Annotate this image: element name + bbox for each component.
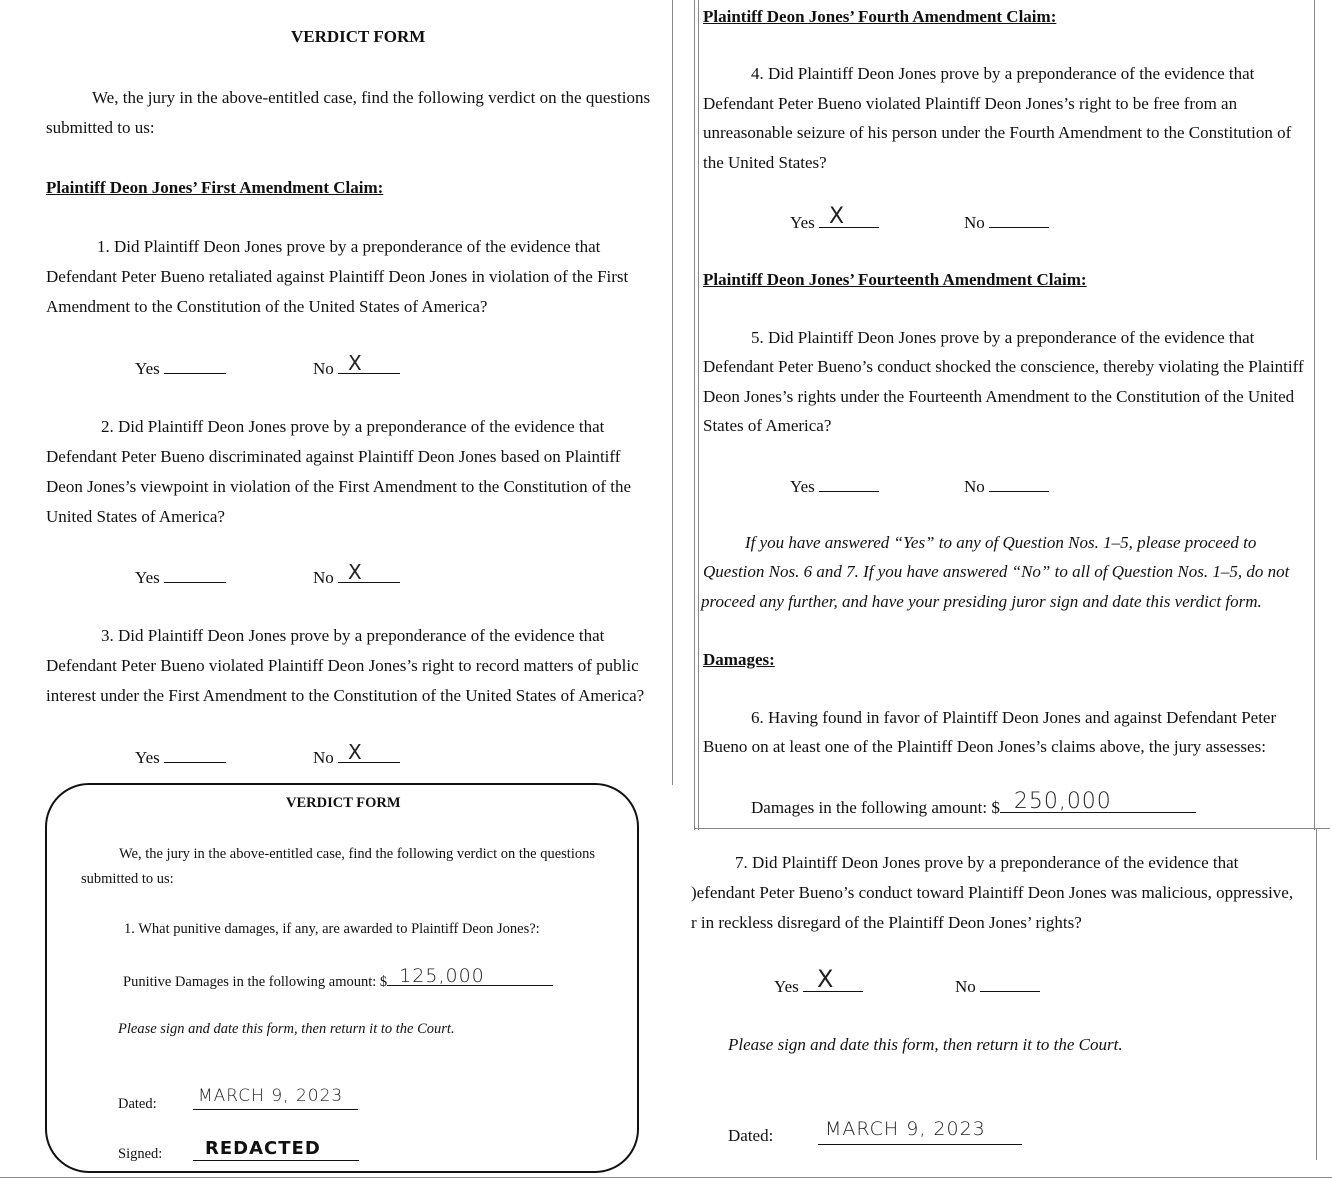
right-dated-value: MARCH 9, 2023 <box>825 1118 986 1140</box>
punitive-intro-line2: submitted to us: <box>81 871 174 887</box>
q4-yes-blank[interactable] <box>819 204 879 229</box>
q5-line4: States of America? <box>703 416 832 435</box>
q2-yes-blank[interactable] <box>164 566 226 583</box>
q2-line3: Deon Jones’s viewpoint in violation of the First Amendment to the Constitution of the <box>46 477 632 496</box>
punitive-dated-line[interactable] <box>193 1109 358 1110</box>
q1-line1: 1. Did Plaintiff Deon Jones prove by a preponderance of the evidence that <box>97 237 601 256</box>
bottom-right-edge-line <box>1316 828 1317 1160</box>
q7-yes-mark: X <box>817 965 834 993</box>
punitive-intro-line1: We, the jury in the above-entitled case, find the following verdict on the questions <box>119 846 595 862</box>
left-verdict-title: VERDICT FORM <box>291 27 426 46</box>
q4-line1: 4. Did Plaintiff Deon Jones prove by a preponderance of the evidence that <box>751 64 1255 83</box>
damages-amount-label: Damages in the following amount: $ <box>751 798 1000 817</box>
q7-line2: )efendant Peter Bueno’s conduct toward Plaintiff Deon Jones was malicious, oppressive, <box>691 883 1294 902</box>
q7-line3: r in reckless disregard of the Plaintiff Deon Jones’ rights? <box>691 913 1082 932</box>
q3-yes <box>135 746 226 768</box>
center-divider-inner <box>698 0 699 830</box>
q5-yes-blank[interactable] <box>819 475 879 492</box>
q4-line2: Defendant Peter Bueno violated Plaintiff Deon Jones’s right to be free from an <box>703 94 1238 113</box>
punitive-dated-value: MARCH 9, 2023 <box>198 1086 344 1106</box>
q3-line3: interest under the First Amendment to the Constitution of the United States of America? <box>46 686 645 705</box>
q3-no-blank[interactable] <box>338 740 400 764</box>
q2-line1: 2. Did Plaintiff Deon Jones prove by a preponderance of the evidence that <box>101 417 605 436</box>
q5-line2: Defendant Peter Bueno’s conduct shocked the conscience, thereby violating the Plaintiff <box>703 357 1304 376</box>
right-page-bottom-line <box>694 828 1330 829</box>
q4-line4: the United States? <box>703 153 827 172</box>
right-dated-line[interactable] <box>818 1144 1022 1145</box>
right-edge-line <box>1314 0 1315 830</box>
q4-yes-label: Yes <box>790 213 815 232</box>
q5-line1: 5. Did Plaintiff Deon Jones prove by a preponderance of the evidence that <box>751 328 1255 347</box>
q1-line3: Amendment to the Constitution of the United States of America? <box>46 297 488 316</box>
punitive-signed-line[interactable] <box>193 1160 359 1161</box>
q3-line1: 3. Did Plaintiff Deon Jones prove by a preponderance of the evidence that <box>101 626 605 645</box>
q5-line3: Deon Jones’s rights under the Fourteenth Amendment to the Constitution of the United <box>703 387 1295 406</box>
q7-yes-blank[interactable] <box>803 965 863 993</box>
q3-no-label: No <box>313 748 334 767</box>
punitive-question: 1. What punitive damages, if any, are awarded to Plaintiff Deon Jones?: <box>124 921 540 937</box>
instruction-line2: Question Nos. 6 and 7. If you have answered “No” to all of Question Nos. 1–5, do not <box>703 562 1290 581</box>
q4-yes-mark: X <box>829 204 845 229</box>
q3-no <box>313 740 400 768</box>
punitive-verdict-title: VERDICT FORM <box>286 795 401 811</box>
q1-no-label: No <box>313 359 334 378</box>
punitive-signed-value: REDACTED <box>205 1138 321 1159</box>
q5-no-blank[interactable] <box>989 475 1049 492</box>
punitive-signed-label: Signed: <box>118 1146 163 1162</box>
q2-yes <box>135 566 226 588</box>
q4-no-blank[interactable] <box>989 211 1049 228</box>
punitive-instruction: Please sign and date this form, then return it to the Court. <box>118 1021 455 1037</box>
q1-yes <box>135 357 226 379</box>
q6-line2: Bueno on at least one of the Plaintiff Deon Jones’s claims above, the jury assesses: <box>703 737 1266 756</box>
damages-amount-row <box>751 789 1196 818</box>
q7-no <box>955 975 1040 997</box>
fourth-amendment-heading: Plaintiff Deon Jones’ Fourth Amendment Claim: <box>703 7 1057 26</box>
right-instruction: Please sign and date this form, then return it to the Court. <box>728 1035 1123 1054</box>
q1-yes-label: Yes <box>135 359 160 378</box>
q3-yes-label: Yes <box>135 748 160 767</box>
q2-no-blank[interactable] <box>338 560 400 584</box>
q5-yes <box>790 475 879 497</box>
q1-no-blank[interactable] <box>338 351 400 375</box>
first-amendment-heading: Plaintiff Deon Jones’ First Amendment Claim: <box>46 178 384 197</box>
q3-line2: Defendant Peter Bueno violated Plaintiff Deon Jones’s right to record matters of public <box>46 656 639 675</box>
q3-no-mark: X <box>348 740 362 764</box>
left-intro-line1: We, the jury in the above-entitled case, find the following verdict on the questions <box>92 88 651 107</box>
q1-yes-blank[interactable] <box>164 357 226 374</box>
q3-yes-blank[interactable] <box>164 746 226 763</box>
q1-no <box>313 351 400 379</box>
q1-line2: Defendant Peter Bueno retaliated against Plaintiff Deon Jones in violation of the First <box>46 267 629 286</box>
q4-no <box>964 211 1049 233</box>
instruction-line3: proceed any further, and have your presiding juror sign and date this verdict form. <box>701 592 1262 611</box>
q2-line2: Defendant Peter Bueno discriminated against Plaintiff Deon Jones based on Plaintiff <box>46 447 621 466</box>
q7-no-label: No <box>955 977 976 996</box>
damages-amount-blank[interactable] <box>1000 789 1196 814</box>
damages-heading: Damages: <box>703 650 775 669</box>
q7-no-blank[interactable] <box>980 975 1040 992</box>
q4-yes <box>790 204 879 233</box>
q2-no-mark: X <box>348 560 362 584</box>
q5-yes-label: Yes <box>790 477 815 496</box>
q4-no-label: No <box>964 213 985 232</box>
q2-line4: United States of America? <box>46 507 225 526</box>
punitive-amount-row <box>123 965 553 991</box>
q2-yes-label: Yes <box>135 568 160 587</box>
punitive-amount-blank[interactable] <box>387 965 553 987</box>
punitive-dated-label: Dated: <box>118 1096 157 1112</box>
q5-no <box>964 475 1049 497</box>
q7-yes-label: Yes <box>774 977 799 996</box>
center-divider-right <box>694 0 695 830</box>
damages-amount-value: 250,000 <box>1013 789 1112 814</box>
q2-no <box>313 560 400 588</box>
q1-no-mark: X <box>348 351 362 375</box>
instruction-line1: If you have answered “Yes” to any of Question Nos. 1–5, please proceed to <box>745 533 1257 552</box>
left-intro-line2: submitted to us: <box>46 118 155 137</box>
right-dated-label: Dated: <box>728 1126 774 1145</box>
punitive-amount-label: Punitive Damages in the following amount: $ <box>123 974 388 990</box>
center-divider-left <box>672 0 673 785</box>
q6-line1: 6. Having found in favor of Plaintiff Deon Jones and against Defendant Peter <box>751 708 1277 727</box>
q7-yes <box>774 965 863 997</box>
q5-no-label: No <box>964 477 985 496</box>
punitive-amount-value: 125,000 <box>399 965 485 987</box>
q7-line1: 7. Did Plaintiff Deon Jones prove by a preponderance of the evidence that <box>735 853 1239 872</box>
q4-line3: unreasonable seizure of his person under the Fourth Amendment to the Constitution of <box>703 123 1292 142</box>
q2-no-label: No <box>313 568 334 587</box>
page-bottom-line <box>0 1177 1332 1178</box>
fourteenth-amendment-heading: Plaintiff Deon Jones’ Fourteenth Amendment Claim: <box>703 270 1087 289</box>
